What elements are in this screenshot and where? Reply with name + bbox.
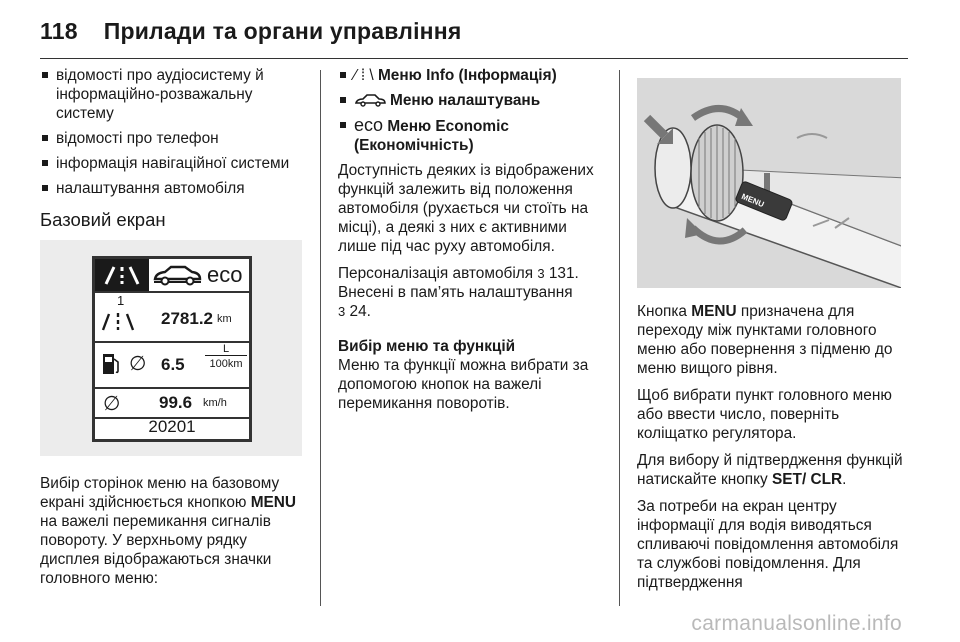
left-column — [40, 66, 308, 229]
column-divider-right — [619, 70, 620, 606]
page-header — [40, 18, 461, 48]
column-divider-left — [320, 70, 321, 606]
lever-drawing — [637, 78, 901, 288]
display-row-speed — [95, 387, 249, 419]
info-icon — [95, 259, 149, 291]
odometer-unit: km — [217, 313, 232, 325]
bullet-icon — [340, 122, 346, 128]
turn-signal-lever-illustration — [637, 78, 901, 288]
info-menu-icon: ⁄ ⁞ \ — [354, 67, 374, 84]
display-tab-bar — [95, 259, 249, 293]
display-row-trip — [95, 291, 249, 343]
bullet-icon — [42, 135, 48, 141]
watermark: carmanualsonline.info — [691, 612, 902, 635]
car-icon — [354, 93, 386, 107]
page-ref-arrow-icon: 3 — [537, 266, 545, 281]
page-number: 118 — [40, 18, 78, 44]
page-ref-arrow-icon: 3 — [338, 304, 346, 319]
right-column — [637, 302, 905, 600]
trip-icon — [101, 308, 137, 334]
page-title: Прилади та органи управління — [103, 18, 462, 44]
average-symbol: ∅ — [129, 353, 147, 375]
middle-column — [338, 66, 606, 421]
page-ref-link[interactable]: 131. — [548, 265, 579, 282]
car-icon — [151, 262, 203, 288]
list-item: ⁄ ⁞ \ Меню Info (Інформація) — [338, 66, 606, 85]
instrument-display — [92, 256, 252, 442]
display-bottom-number: 20201 — [148, 417, 196, 436]
thumbwheel-paragraph: Щоб вибрати пункт головного меню або ввести число, поверніть коліщатко регулятора. — [637, 387, 892, 442]
basic-screen-paragraph: Вибір сторінок меню на базовому екрані здійснюється кнопкою MENU на важелі перемикання сигналів повороту. У верхньому рядку дисплея відображаються значки головного меню: — [40, 475, 297, 587]
messages-paragraph: За потреби на екран центру інформації для водія виводяться спливаючі повідомлення автомобіля та службові повідомлення. Для підтвердження — [637, 498, 899, 591]
header-rule — [40, 58, 908, 59]
list-item: інформація навігаційної системи — [40, 154, 308, 173]
subheading: Вибір меню та функцій — [338, 338, 516, 355]
eco-icon: eco — [354, 115, 384, 135]
bullet-icon — [340, 72, 346, 78]
menu-button-name: MENU — [691, 303, 737, 320]
basic-screen-illustration — [40, 240, 302, 456]
consumption-value: 6.5 — [161, 355, 185, 374]
reference-paragraph: Персоналізація автомобіля 3 131. Внесені в пам’ять налаштування 3 24. — [338, 265, 579, 320]
availability-paragraph: Доступність деяких із відображених функцій залежить від положення автомобіля (рухається чи стоїть на місці), а деякі з них є активними лише під час руху автомобіля. — [338, 162, 594, 255]
list-item: відомості про аудіосистему й інформаційно-розважальну систему — [40, 66, 308, 123]
speed-unit: km/h — [203, 397, 227, 409]
speed-value: 99.6 — [159, 393, 193, 412]
menu-button-name: MENU — [250, 494, 297, 511]
left-column-paragraph — [40, 474, 302, 596]
lever-menu-label: MENU — [740, 191, 766, 210]
set-clr-paragraph: Для вибору й підтвердження функцій натискайте кнопку SET/ CLR. — [637, 452, 903, 488]
set-clr-button-name: SET/ CLR — [772, 471, 843, 488]
list-item: відомості про телефон — [40, 129, 308, 148]
menu-selection-paragraph: Вибір меню та функцій Меню та функції можна вибрати за допомогою кнопок на важелі перемикання поворотів. — [338, 338, 589, 412]
list-item: eco Меню Economic (Економічність) — [338, 116, 606, 155]
trip-number: 1 — [117, 293, 125, 308]
tab-info — [95, 259, 149, 291]
section-heading: Базовий екран — [40, 209, 166, 230]
list-item: Меню налаштувань — [338, 91, 606, 110]
menu-button-paragraph: Кнопка MENU призначена для переходу між пунктами головного меню або повернення з підменю до меню вищого рівня. — [637, 303, 893, 377]
average-symbol: ∅ — [103, 393, 121, 415]
fuel-pump-icon — [101, 351, 121, 377]
odometer-value: 2781.2 — [161, 309, 213, 328]
consumption-unit-bottom: 100km — [209, 358, 243, 370]
bullet-icon — [42, 72, 48, 78]
bullet-icon — [340, 97, 346, 103]
list-item: налаштування автомобіля — [40, 179, 308, 198]
page-ref-link[interactable]: 24. — [349, 303, 371, 320]
tab-eco: eco — [207, 262, 243, 287]
consumption-unit-top: L — [205, 343, 247, 356]
bullet-icon — [42, 160, 48, 166]
bullet-icon — [42, 185, 48, 191]
display-row-consumption — [95, 341, 249, 389]
